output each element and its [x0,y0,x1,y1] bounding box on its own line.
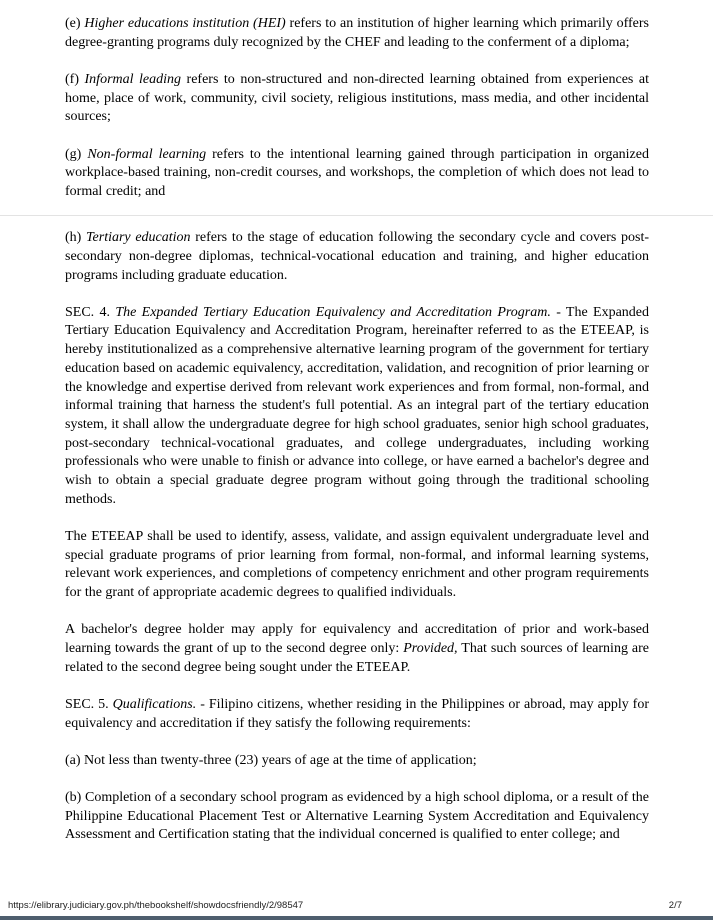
paragraph-a [65,752,649,771]
paragraph-f [65,71,649,127]
text-run: SEC. 4. [65,304,116,320]
text-run: The ETEEAP shall be used to identify, assess, validate, and assign equivalent undergraduate level and special graduate programs of prior learning from formal, non-formal, and informal learning systems, relevant work experiences, and completions of competency enrichment and other program requirements for the grant of appropriate academic degrees to qualified individuals. [65,528,649,601]
paragraph-g [65,146,649,202]
footer-url: https://elibrary.judiciary.gov.ph/thebookshelf/showdocsfriendly/2/98547 [8,900,304,911]
paragraph-bachelors-degree [65,621,649,677]
text-run: (a) Not less than twenty-three (23) years of age at the time of application; [65,752,477,768]
text-run: refers to an institution of higher learning which primarily offers degree-granting programs duly recognized by the CHEF and leading to the conferment of a diploma; [65,16,649,50]
paragraph-h [65,229,649,285]
italic-text-run: Informal leading [84,71,182,87]
paragraph-sec-5 [65,696,649,733]
italic-text-run: The Expanded Tertiary Education Equivalency and Accreditation Program. [115,304,551,320]
footer-page-indicator: 2/7 [668,900,682,911]
italic-text-run: Qualifications. [112,696,197,712]
text-run: (f) [65,71,85,87]
bottom-bar [0,916,713,920]
text-run: (b) Completion of a secondary school program as evidenced by a high school diploma, or a result of the Philippine Educational Placement Test or Alternative Learning System Accreditation and Equivalency Assessment and Certification stating that the individual concerned is qualified to enter college; and [65,790,649,843]
italic-text-run: Tertiary education [86,230,191,246]
text-run: refers to the stage of education following the secondary cycle and covers post-secondary non-degree diplomas, technical-vocational education and training, and higher education programs including graduate education. [65,230,650,283]
text-run: (g) [65,146,88,162]
text-run: A bachelor's degree holder may apply for equivalency and accreditation of prior and work-based learning towards the grant of up to the second degree only: [65,622,649,656]
page-footer [8,900,682,911]
text-run: (h) [65,230,87,246]
text-run: (e) [65,16,85,31]
text-run: SEC. 5. [65,696,113,712]
paragraph-b [65,789,649,845]
text-run: That such sources of learning are related to the second degree being sought under the ETEEAP. [65,640,649,675]
italic-text-run: Non-formal learning [87,146,207,162]
paragraph-eteeap-use [65,528,649,603]
text-run: refers to non-structured and non-directed learning obtained from experiences at home, place of work, community, civil society, religious institutions, mass media, and other incidental sources; [65,71,649,125]
paragraph-sec-4 [65,304,649,510]
page-break-divider [0,215,713,216]
text-run: refers to the intentional learning gained through participation in organized workplace-based training, non-credit courses, and workshops, the completion of which does not lead to formal credit; and [65,146,649,199]
paragraph-e [65,15,649,52]
italic-text-run: Provided, [403,640,458,656]
text-run: - Filipino citizens, whether residing in the Philippines or abroad, may apply for equivalency and accreditation if they satisfy the following requirements: [65,696,649,731]
italic-text-run: Higher educations institution (HEI) [84,16,286,31]
text-run: - The Expanded Tertiary Education Equivalency and Accreditation Program, hereinafter referred to as the ETEEAP, is hereby institutionalized as a comprehensive alternative learning program of the government for tertiary education based on academic equivalency, accreditation, validation, and recognition of prior learning or the knowledge and expertise derived from relevant work experiences and from formal, non-formal, and informal training that harness the student's full potential. As an integral part of the tertiary education system, it shall allow the undergraduate degree for high school graduates, senior high school graduates, post-secondary technical-vocational graduates, and college undergraduates, including working professionals who were unable to finish or advance into college, or have earned a bachelor's degree and wish to obtain a special graduate degree program without going through the traditional schooling methods. [65,304,649,507]
